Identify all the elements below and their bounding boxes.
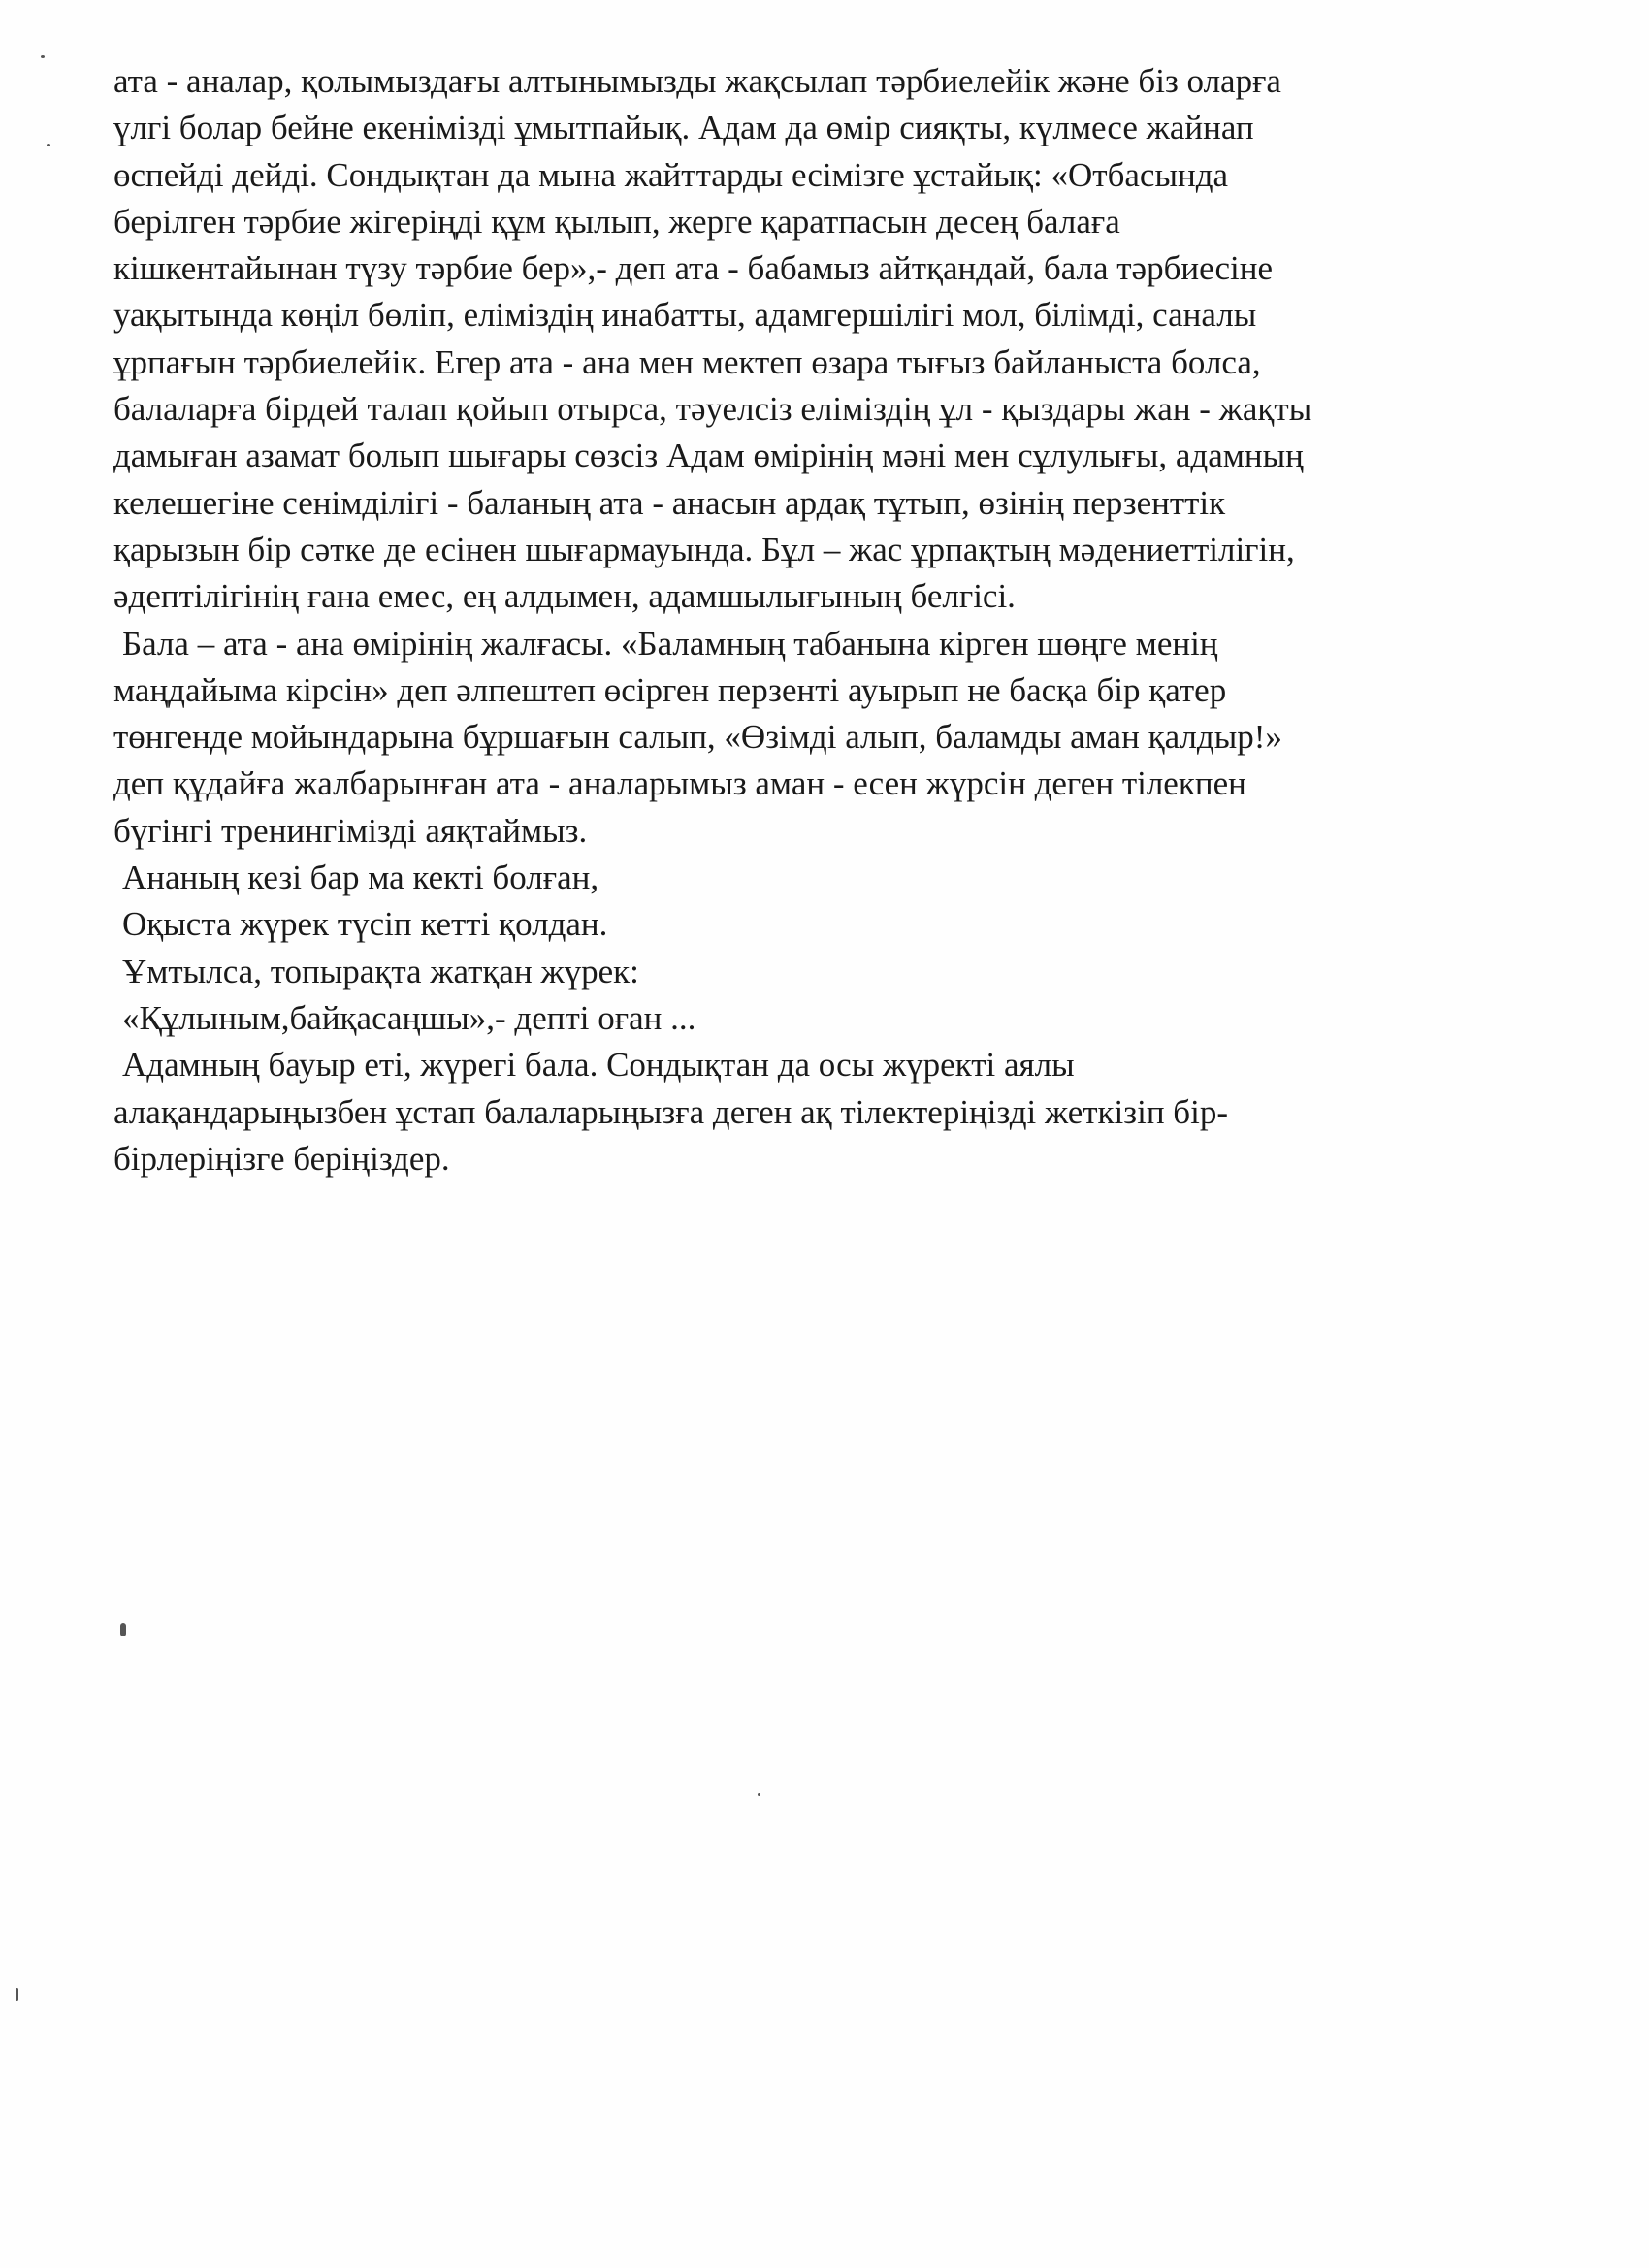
document-body [113,58,1471,1183]
text-line: алақандарыңызбен ұстап балаларыңызға деген ақ тілектеріңізді жеткізіп бір- [113,1092,1228,1131]
poem-line: Оқыста жүрек түсіп кетті қолдан. [122,905,608,944]
text-line: уақытында көңіл бөліп, еліміздің инабатты, адамгершілігі мол, білімді, саналы [113,296,1257,335]
text-line: бүгінгі тренингімізді аяқтаймыз. [113,811,588,850]
text-line: келешегіне сенімділігі - баланың ата - анасын ардақ тұтып, өзінің перзенттік [113,483,1226,522]
text-line: өспейді дейді. Сондықтан да мына жайттарды есімізге ұстайық: «Отбасында [113,155,1229,194]
text-line: үлгі болар бейне екенімізді ұмытпайық. Адам да өмір сияқты, күлмесе жайнап [113,109,1254,147]
text-line: маңдайыма кірсін» деп әлпештеп өсірген перзенті ауырып не басқа бір қатер [113,670,1227,709]
scan-speck [47,144,50,146]
poem-line: Ұмтылса, топырақта жатқан жүрек: [122,952,639,990]
text-line: бірлеріңізге беріңіздер. [113,1139,450,1178]
text-line: дамыған азамат болып шығары сөзсіз Адам өмірінің мәні мен сұлулығы, адамның [113,437,1304,475]
text-line: төнгенде мойындарына бұршағын салып, «Өзімді алып, баламды аман қалдыр!» [113,718,1282,757]
text-line: ата - аналар, қолымыздағы алтынымызды жақсылап тәрбиелейік және біз оларға [113,62,1281,100]
text-line: Бала – ата - ана өмірінің жалғасы. «Баламның табанына кірген шөңге менің [122,624,1218,663]
poem-line: «Құлыным,байқасаңшы»,- депті оған ... [122,998,696,1037]
poem-line: Ананың кезі бар ма кекті болған, [122,859,599,897]
text-line: ұрпағын тәрбиелейік. Егер ата - ана мен мектеп өзара тығыз байланыста болса, [113,342,1261,381]
text-line: қарызын бір сәтке де есінен шығармауында. Бұл – жас ұрпақтың мәдениеттілігін, [113,530,1295,568]
text-line: Адамның бауыр еті, жүрегі бала. Сондықтан да осы жүректі аялы [122,1046,1075,1085]
text-line: деп құдайға жалбарынған ата - аналарымыз аман - есен жүрсін деген тілекпен [113,764,1246,803]
text-line: берілген тәрбие жігеріңді құм қылып, жерге қаратпасын десең балаға [113,202,1120,241]
text-line: балаларға бірдей талап қойып отырса, тәуелсіз еліміздің ұл - қыздары жан - жақты [113,390,1312,429]
scan-speck [41,55,45,58]
scan-speck [120,1623,126,1636]
text-line: кішкентайынан түзу тәрбие бер»,- деп ата - бабамыз айтқандай, бала тәрбиесіне [113,249,1274,288]
text-line: әдептілігінің ғана емес, ең алдымен, адамшылығының белгісі. [113,577,1016,616]
scan-speck [16,1988,18,2001]
scan-speck [758,1793,760,1796]
